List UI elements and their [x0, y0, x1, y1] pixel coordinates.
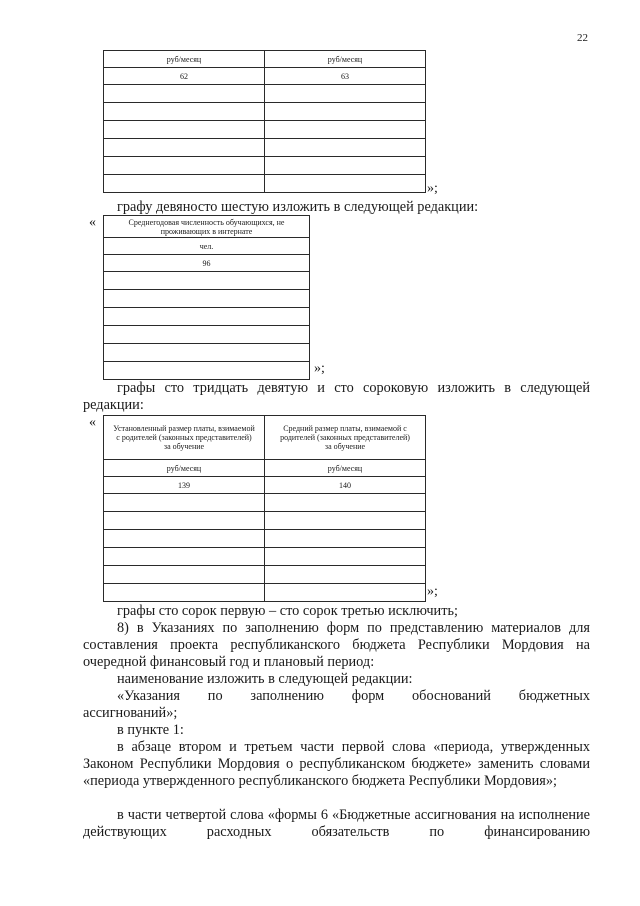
- paragraph-text: в пункте 1:: [117, 722, 184, 738]
- table-row: [104, 512, 426, 530]
- column-number-cell: 140: [265, 477, 426, 494]
- table-row: [104, 584, 426, 602]
- table-row: [104, 272, 310, 290]
- table-row: [104, 308, 310, 326]
- closing-quote: »;: [314, 361, 325, 376]
- unit-cell: руб/месяц: [104, 51, 265, 68]
- table-column-96: [103, 215, 310, 380]
- paragraph-text: наименование изложить в следующей редакции:: [117, 671, 413, 687]
- table-row: [104, 326, 310, 344]
- unit-cell: чел.: [104, 238, 310, 255]
- table-row: [104, 530, 426, 548]
- page-number: 22: [577, 32, 588, 44]
- column-number-cell: 139: [104, 477, 265, 494]
- paragraph-text: редакции:: [83, 397, 144, 413]
- paragraph-text: «Указания по заполнению форм обоснований бюджетных ассигнований»;: [83, 688, 590, 721]
- closing-quote: »;: [427, 181, 438, 196]
- table-row: [104, 157, 426, 175]
- table-row: [104, 548, 426, 566]
- table-row: [104, 139, 426, 157]
- table-row: [104, 290, 310, 308]
- paragraph-text: графу девяносто шестую изложить в следующей редакции:: [117, 199, 479, 215]
- header-cell: Средний размер платы, взимаемой с родителей (законных представителей) за обучение: [265, 416, 426, 460]
- table-row: [104, 121, 426, 139]
- table-columns-139-140: [103, 415, 426, 602]
- table-row: [104, 344, 310, 362]
- unit-cell: руб/месяц: [265, 51, 426, 68]
- paragraph-text: 8) в Указаниях по заполнению форм по представлению материалов для составления проекта республиканского бюджета Республики Мордовия на очередной финансовый год и плановый период:: [83, 620, 590, 670]
- table-row: [104, 103, 426, 121]
- closing-quote: »;: [427, 584, 438, 599]
- opening-quote: «: [89, 415, 96, 430]
- column-number-cell: 63: [265, 68, 426, 85]
- paragraph-text: в части четвертой слова «формы 6 «Бюджетные ассигнования на исполнение действующих расходных обязательств по финансированию: [83, 807, 590, 840]
- table-row: [104, 362, 310, 380]
- paragraph-text: графы сто сорок первую – сто сорок третью исключить;: [117, 603, 458, 619]
- header-cell: Установленный размер платы, взимаемой с родителей (законных представителей) за обучение: [104, 416, 265, 460]
- table-columns-62-63: [103, 50, 426, 193]
- unit-cell: руб/месяц: [104, 460, 265, 477]
- table-row: [104, 175, 426, 193]
- table-row: [104, 566, 426, 584]
- column-number-cell: 62: [104, 68, 265, 85]
- opening-quote: «: [89, 215, 96, 230]
- table-row: [104, 85, 426, 103]
- header-cell: Среднегодовая численность обучающихся, не проживающих в интернате: [104, 216, 310, 238]
- unit-cell: руб/месяц: [265, 460, 426, 477]
- column-number-cell: 96: [104, 255, 310, 272]
- paragraph-text: в абзаце втором и третьем части первой слова «периода, утвержденных Законом Республики Мордовия о республиканском бюджете» заменить словами «периода утвержденного республиканского бюджета Республики Мордовия»;: [83, 739, 590, 789]
- paragraph-text: графы сто тридцать девятую и сто сороковую изложить в следующей: [117, 380, 590, 396]
- table-row: [104, 494, 426, 512]
